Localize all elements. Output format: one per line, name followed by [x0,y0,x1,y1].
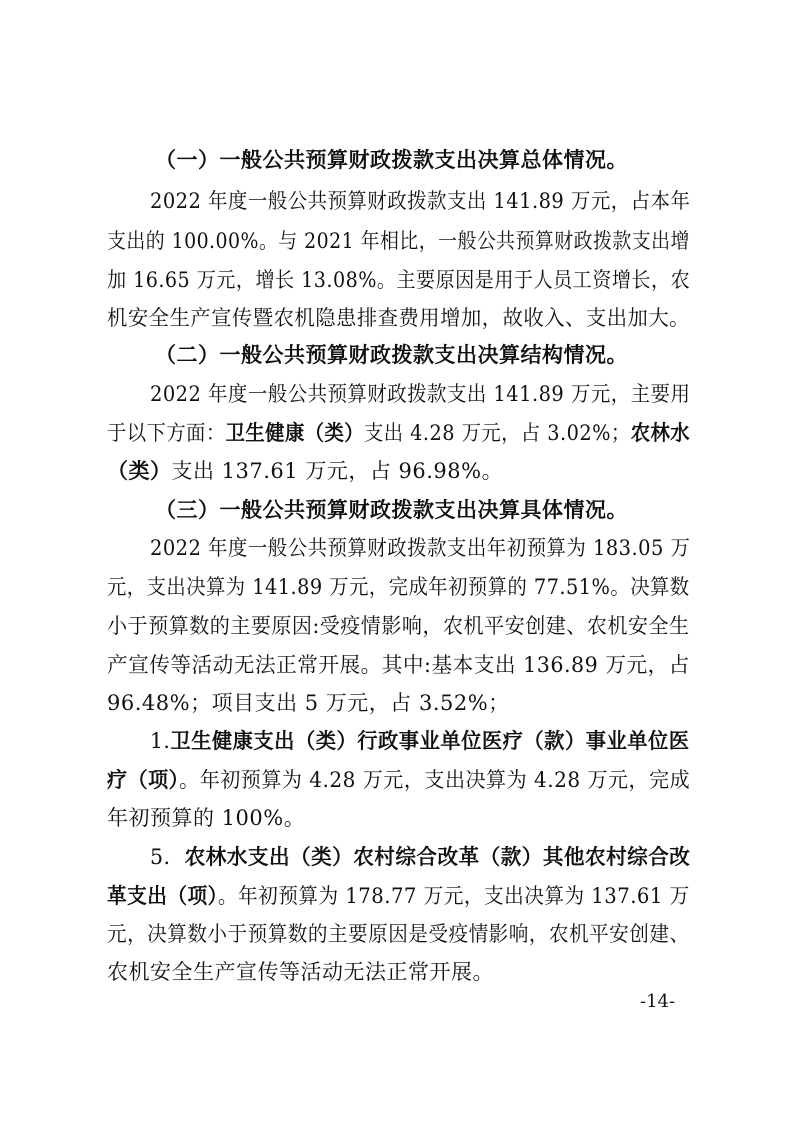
text-run: 。年初预算为 4.28 万元，支出决算为 4.28 万元，完成 [179,768,691,792]
text-run: 年初预算的 100%。 [107,806,306,830]
text-run-bold: 卫生健康支出（类）行政事业单位医疗（款）事业单位医 [170,728,690,753]
heading-general-public-budget-structure [155,338,690,372]
paragraph-line [107,609,690,643]
paragraph-line [107,955,690,989]
text-run: 产宣传等活动无法正常开展。其中:基本支出 136.89 万元，占 [107,653,690,677]
text-run: 支出 137.61 万元，占 96.98%。 [171,459,504,483]
paragraph-line [107,763,691,797]
paragraph-line [107,301,690,335]
item-number: 5． [150,845,185,869]
paragraph-line [107,224,690,258]
text-run: 。年初预算为 178.77 万元，支出决算为 137.61 万 [217,884,690,908]
paragraph-line [150,531,691,565]
text-run: 2022 年度一般公共预算财政拨款支出 141.89 万元，占本年 [150,189,691,213]
text-run: 加 16.65 万元，增长 13.08%。主要原因是用于人员工资增长，农 [107,268,691,292]
heading-text: （三）一般公共预算财政拨款支出决算具体情况。 [155,497,628,522]
text-run: 小于预算数的主要原因:受疫情影响，农机平安创建、农机安全生 [107,614,690,638]
text-run: 96.48%；项目支出 5 万元，占 3.52%； [107,691,510,715]
page-number: -14- [640,991,676,1012]
heading-general-public-budget-overall [155,143,690,177]
text-run-bold: （类） [107,458,172,483]
paragraph-line [150,184,691,218]
heading-text: （二）一般公共预算财政拨款支出决算结构情况。 [155,342,628,367]
paragraph-line [150,377,691,411]
text-run: 2022 年度一般公共预算财政拨款支出年初预算为 183.05 万 [150,536,691,560]
paragraph-line [107,917,690,951]
heading-general-public-budget-detail [155,493,690,527]
text-run: 2022 年度一般公共预算财政拨款支出 141.89 万元，主要用 [150,382,691,406]
text-run-bold: 农林水 [630,420,691,445]
text-run: 支出 4.28 万元，占 3.02%； [364,421,631,445]
paragraph-line [107,801,690,835]
paragraph-line [107,570,690,604]
text-run: 元，支出决算为 141.89 万元，完成年初预算的 77.51%。决算数 [107,575,690,599]
paragraph-line [107,879,690,913]
item-number: 1. [150,729,171,753]
paragraph-line [107,263,691,297]
text-run-bold: 疗（项） [107,767,180,792]
paragraph-line [107,648,690,682]
text-run-bold: 农林水支出（类）农村综合改革（款）其他农村综合改 [184,844,691,869]
paragraph-line [107,686,690,720]
text-run: 农机安全生产宣传等活动无法正常开展。 [107,960,494,984]
heading-text: （一）一般公共预算财政拨款支出决算总体情况。 [155,147,628,172]
text-run-bold: 革支出（项） [107,883,218,908]
text-run: 机安全生产宣传暨农机隐患排查费用增加，故收入、支出加大。 [107,306,690,330]
text-run: 于以下方面： [107,421,226,445]
item-agriculture-heading-line [150,840,691,874]
paragraph-line [107,416,691,450]
text-run-bold: 卫生健康（类） [225,420,365,445]
paragraph-line [107,454,690,488]
text-run: 元，决算数小于预算数的主要原因是受疫情影响，农机平安创建、 [107,922,690,946]
item-health-heading-line [150,724,690,758]
text-run: 支出的 100.00%。与 2021 年相比，一般公共预算财政拨款支出增 [107,229,690,253]
